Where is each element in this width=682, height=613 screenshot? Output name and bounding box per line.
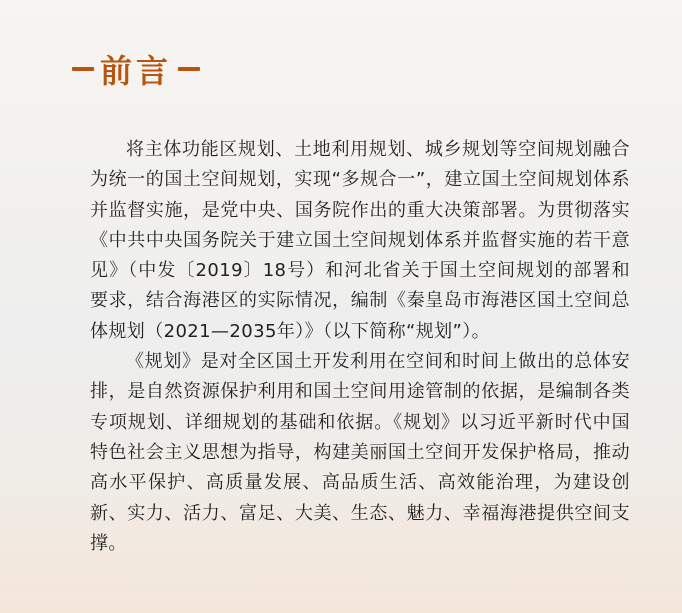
paragraph-2: 《规划》是对全区国土开发利用在空间和时间上做出的总体安排，是自然资源保护利用和国土空间用途管制的依据，是编制各类专项规划、详细规划的基础和依据。《规划》以习近平新时代中国特色社会主义思想为指导，构建美丽国土空间开发保护格局，推动高水平保护、高质量发展、高品质生活、高效能治理，为建设创新、实力、活力、富足、大美、生态、魅力、幸福海港提供空间支撑。 [90,351,630,554]
paragraph-1: 将主体功能区规划、土地利用规划、城乡规划等空间规划融合为统一的国土空间规划，实现“多规合一”，建立国土空间规划体系并监督实施，是党中央、国务院作出的重大决策部署。为贯彻落实《中共中央国务院关于建立国土空间规划体系并监督实施的若干意见》（中发〔2019〕18号）和河北省关于国土空间规划的部署和要求，结合海港区的实际情况，编制《秦皇岛市海港区国土空间总体规划（2021—2035年）》（以下简称“规划”）。 [90,139,630,342]
section-title-text: 前言 [100,52,173,90]
section-title [66,46,206,92]
title-dash-right [178,67,200,71]
preface-body [90,135,630,559]
title-dash-left [72,67,94,71]
